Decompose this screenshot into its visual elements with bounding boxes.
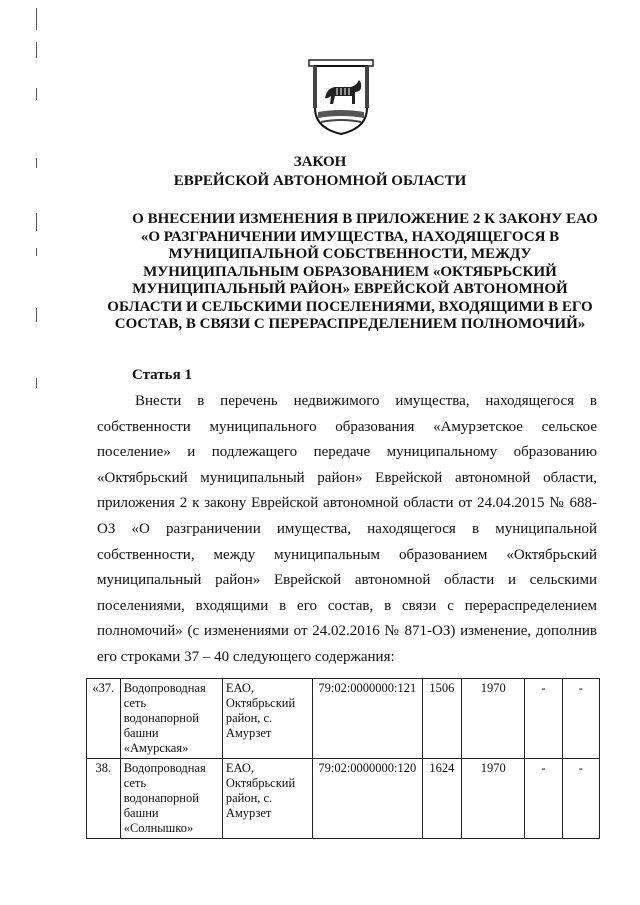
object-name: Водопроводная сеть водонапорной башни «Амурская» <box>120 679 222 759</box>
document-subject: О ВНЕСЕНИИ ИЗМЕНЕНИЯ В ПРИЛОЖЕНИЕ 2 К ЗАКОНУ ЕАО «О РАЗГРАНИЧЕНИИ ИМУЩЕСТВА, НАХОДЯЩЕГОСЯ В МУНИЦИПАЛЬНОЙ СОБСТВЕННОСТИ, МЕЖДУ МУНИЦИПАЛЬНЫМ ОБРАЗОВАНИЕМ «ОКТЯБРЬСКИЙ МУНИЦИПАЛЬНЫЙ РАЙОН» ЕВРЕЙСКОЙ АВТОНОМНОЙ ОБЛАСТИ И СЕЛЬСКИМИ ПОСЕЛЕНИЯМИ, ВХОДЯЩИМИ В ЕГО СОСТАВ, В СВЯЗИ С ПЕРЕРАСПРЕДЕЛЕНИЕМ ПОЛНОМОЧИЙ» <box>107 211 598 332</box>
object-address: ЕАО, Октябрьский район, с. Амурзет <box>222 759 312 839</box>
object-address: ЕАО, Октябрьский район, с. Амурзет <box>222 679 312 759</box>
property-table <box>86 678 600 839</box>
cadastral-number: 79:02:0000000:121 <box>312 679 422 759</box>
empty-cell: - <box>525 759 562 839</box>
article-text: Внести в перечень недвижимого имущества, находящегося в собственности муниципального образования «Амурзетское сельское поселение» и подлежащего передаче муниципальному образованию «Октябрьский муниципальный район» Еврейской автономной области, приложения 2 к закону Еврейской автономной области от 24.04.2015 № 688-ОЗ «О разграничении имущества, находящегося в муниципальной собственности, между муниципальным образованием «Октябрьский муниципальный район» Еврейской автономной области и сельскими поселениями, входящими в его состав, в связи с перераспределением полномочий» (с изменениями от 24.02.2016 № 871-ОЗ) изменение, дополнив его строками 37 – 40 следующего содержания: <box>97 393 597 665</box>
row-number: 38. <box>87 759 121 839</box>
object-length: 1506 <box>422 679 462 759</box>
table-row <box>87 679 600 759</box>
row-number: «37. <box>87 679 121 759</box>
document-issuer: ЕВРЕЙСКОЙ АВТОНОМНОЙ ОБЛАСТИ <box>173 173 467 189</box>
object-length: 1624 <box>422 759 462 839</box>
object-name: Водопроводная сеть водонапорной башни «Солнышко» <box>120 759 222 839</box>
empty-cell: - <box>562 759 599 839</box>
empty-cell: - <box>525 679 562 759</box>
coat-of-arms-tiger-icon <box>305 52 377 136</box>
table-row <box>87 759 600 839</box>
cadastral-number: 79:02:0000000:120 <box>312 759 422 839</box>
document-title: ЗАКОН <box>293 154 347 170</box>
object-year: 1970 <box>462 679 525 759</box>
empty-cell: - <box>562 679 599 759</box>
object-year: 1970 <box>462 759 525 839</box>
scan-margin-marks <box>36 8 40 428</box>
article-heading: Статья 1 <box>132 367 192 383</box>
